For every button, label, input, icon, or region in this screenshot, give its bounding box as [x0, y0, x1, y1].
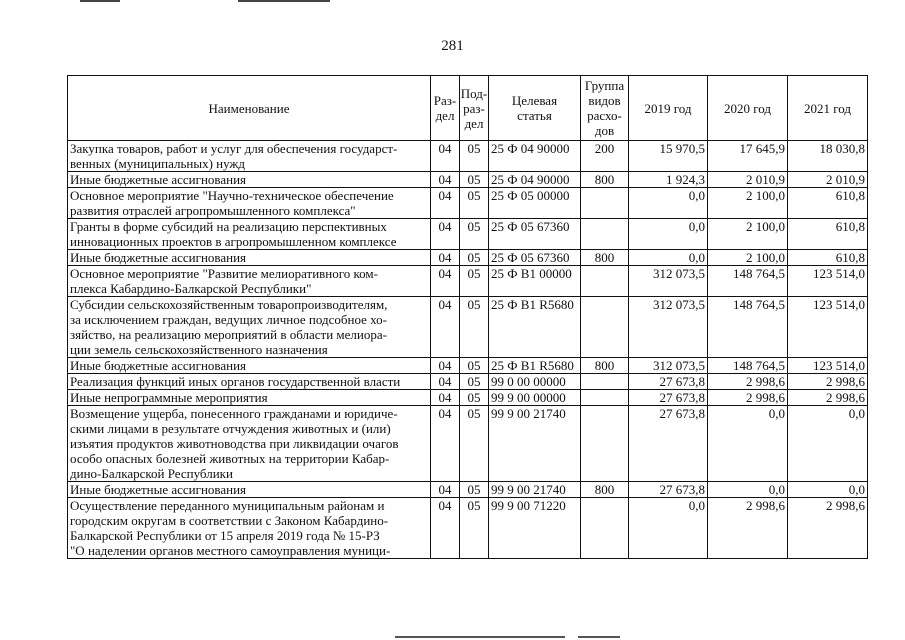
- cell-2020: [708, 390, 788, 406]
- cell-subsection: [460, 266, 489, 297]
- cell-2021-text: 2 998,6: [826, 498, 865, 513]
- cell-2021-text: 610,8: [835, 188, 865, 203]
- cell-target-text: 25 Ф 04 90000: [491, 141, 570, 156]
- cell-section-text: 04: [438, 266, 452, 281]
- cell-2019: [629, 406, 708, 482]
- cell-target: [489, 374, 581, 390]
- cell-2020-text: 148 764,5: [733, 266, 785, 281]
- cell-name-text: Иные бюджетные ассигнования: [70, 358, 247, 373]
- cell-target: [489, 250, 581, 266]
- cell-target-text: 99 9 00 21740: [491, 406, 566, 421]
- cell-name: [68, 250, 431, 266]
- cell-section: [431, 406, 460, 482]
- cell-name-text: Реализация функций иных органов государственной власти: [70, 374, 401, 389]
- cell-2019: [629, 219, 708, 250]
- cell-2019-text: 1 924,3: [666, 172, 705, 187]
- cell-2020: [708, 141, 788, 172]
- cell-2019-text: 312 073,5: [653, 297, 705, 312]
- cell-section: [431, 498, 460, 559]
- cell-target-text: 25 Ф В1 00000: [491, 266, 572, 281]
- cell-name: [68, 188, 431, 219]
- cell-name: [68, 219, 431, 250]
- cell-2019: [629, 498, 708, 559]
- header-2021-text: 2021 год: [804, 100, 851, 116]
- cell-name: [68, 266, 431, 297]
- cell-group-text: 800: [594, 172, 615, 187]
- cell-2019: [629, 358, 708, 374]
- cell-target: [489, 141, 581, 172]
- cell-2020-text: 2 010,9: [746, 172, 785, 187]
- cell-2019: [629, 141, 708, 172]
- cell-2019-text: 27 673,8: [659, 482, 705, 497]
- header-section: [431, 76, 460, 141]
- cell-2021: [788, 219, 868, 250]
- cell-section-text: 04: [438, 188, 452, 203]
- cell-subsection: [460, 188, 489, 219]
- cell-2019-text: 0,0: [688, 498, 705, 513]
- cell-subsection-text: 05: [467, 250, 481, 265]
- cell-target-text: 25 Ф В1 R5680: [491, 358, 574, 373]
- cell-2019: [629, 482, 708, 498]
- cell-2019: [629, 172, 708, 188]
- cell-2021-text: 0,0: [848, 406, 865, 421]
- cell-group: [581, 266, 629, 297]
- cell-group: [581, 141, 629, 172]
- cell-2020-text: 2 100,0: [746, 219, 785, 234]
- cell-target-text: 99 9 00 00000: [491, 390, 566, 405]
- table-row: [68, 297, 868, 358]
- cell-name: [68, 297, 431, 358]
- cell-section-text: 04: [438, 374, 452, 389]
- cell-2021-text: 2 998,6: [826, 390, 865, 405]
- table-row: [68, 141, 868, 172]
- cell-2020: [708, 172, 788, 188]
- cell-2021-text: 123 514,0: [813, 297, 865, 312]
- cell-name-text: Осуществление переданного муниципальным районам и городским округам в соответствии с Законом Кабардино- Балкарской Республики от 15 апреля 2019 года № 15-РЗ "О наделении органов местного самоуправления муници-: [70, 498, 391, 558]
- cell-target-text: 99 9 00 21740: [491, 482, 566, 497]
- cell-target: [489, 358, 581, 374]
- cell-name: [68, 374, 431, 390]
- cell-2020: [708, 374, 788, 390]
- cell-2020: [708, 188, 788, 219]
- cell-name-text: Возмещение ущерба, понесенного гражданами и юридиче- скими лицами в результате отчуждения животных и (или) изъятия продуктов животноводства при ликвидации очагов особо опасных болезней животных на территории Кабар- дино-Балкарской Республики: [70, 406, 399, 481]
- table-row: [68, 374, 868, 390]
- cell-2021-text: 0,0: [848, 482, 865, 497]
- cell-subsection-text: 05: [467, 390, 481, 405]
- cell-target-text: 25 Ф 05 67360: [491, 250, 570, 265]
- cell-2020-text: 2 998,6: [746, 498, 785, 513]
- cell-name-text: Основное мероприятие "Научно-техническое обеспечение развития отраслей агропромышленного комплекса": [70, 188, 394, 218]
- cell-target: [489, 482, 581, 498]
- table-row: [68, 390, 868, 406]
- cell-subsection: [460, 358, 489, 374]
- cell-group: [581, 390, 629, 406]
- cell-subsection-text: 05: [467, 358, 481, 373]
- header-name: [68, 76, 431, 141]
- cell-2019: [629, 390, 708, 406]
- header-subsection-text: Под- раз- дел: [460, 85, 488, 131]
- cell-2021-text: 2 010,9: [826, 172, 865, 187]
- cell-target: [489, 390, 581, 406]
- budget-table: [67, 75, 868, 559]
- table-row: [68, 406, 868, 482]
- cell-2020-text: 2 998,6: [746, 390, 785, 405]
- cell-section-text: 04: [438, 482, 452, 497]
- cell-subsection-text: 05: [467, 498, 481, 513]
- cell-subsection: [460, 390, 489, 406]
- cell-group: [581, 297, 629, 358]
- cell-2021-text: 610,8: [835, 250, 865, 265]
- cell-2019: [629, 188, 708, 219]
- cell-subsection-text: 05: [467, 297, 481, 312]
- cell-section: [431, 188, 460, 219]
- cell-section: [431, 219, 460, 250]
- cell-name-text: Закупка товаров, работ и услуг для обеспечения государст- венных (муниципальных) нужд: [70, 141, 398, 171]
- header-group: [581, 76, 629, 141]
- cell-target: [489, 406, 581, 482]
- cell-subsection: [460, 406, 489, 482]
- cell-group-text: 200: [594, 141, 615, 156]
- cell-subsection: [460, 172, 489, 188]
- cell-2020-text: 17 645,9: [739, 141, 785, 156]
- cell-subsection: [460, 250, 489, 266]
- cell-section-text: 04: [438, 250, 452, 265]
- cell-section-text: 04: [438, 406, 452, 421]
- cell-2019-text: 0,0: [688, 188, 705, 203]
- cell-2020: [708, 358, 788, 374]
- cell-2019: [629, 266, 708, 297]
- cell-name: [68, 390, 431, 406]
- cell-target: [489, 219, 581, 250]
- scan-artifact-bottom-right: [578, 636, 620, 638]
- cell-2019-text: 312 073,5: [653, 266, 705, 281]
- cell-name-text: Иные бюджетные ассигнования: [70, 482, 247, 497]
- cell-name-text: Иные бюджетные ассигнования: [70, 250, 247, 265]
- cell-section-text: 04: [438, 498, 452, 513]
- scan-artifact-top-left: [80, 0, 120, 2]
- cell-subsection: [460, 498, 489, 559]
- table-row: [68, 188, 868, 219]
- header-section-text: Раз- дел: [433, 93, 457, 123]
- cell-2020: [708, 297, 788, 358]
- cell-subsection-text: 05: [467, 188, 481, 203]
- cell-2021: [788, 188, 868, 219]
- table-header: [68, 76, 868, 141]
- cell-target-text: 99 9 00 71220: [491, 498, 566, 513]
- cell-name: [68, 141, 431, 172]
- cell-2020-text: 2 998,6: [746, 374, 785, 389]
- cell-target-text: 25 Ф В1 R5680: [491, 297, 574, 312]
- cell-subsection: [460, 297, 489, 358]
- cell-group-text: 800: [594, 358, 615, 373]
- cell-2020: [708, 219, 788, 250]
- header-2019-text: 2019 год: [644, 100, 692, 116]
- cell-2021-text: 123 514,0: [813, 358, 865, 373]
- table-row: [68, 266, 868, 297]
- cell-2021: [788, 358, 868, 374]
- cell-2020: [708, 482, 788, 498]
- cell-2021: [788, 390, 868, 406]
- cell-section: [431, 390, 460, 406]
- cell-section: [431, 266, 460, 297]
- cell-target: [489, 498, 581, 559]
- cell-2021: [788, 141, 868, 172]
- cell-section: [431, 374, 460, 390]
- cell-2021: [788, 374, 868, 390]
- cell-2021-text: 123 514,0: [813, 266, 865, 281]
- page-number: 281: [441, 38, 464, 54]
- cell-section: [431, 482, 460, 498]
- cell-section: [431, 141, 460, 172]
- cell-subsection: [460, 482, 489, 498]
- cell-2021-text: 610,8: [835, 219, 865, 234]
- cell-2020-text: 148 764,5: [733, 297, 785, 312]
- cell-subsection-text: 05: [467, 266, 481, 281]
- table-body: [68, 141, 868, 559]
- cell-2019-text: 0,0: [688, 219, 705, 234]
- cell-target-text: 99 0 00 00000: [491, 374, 566, 389]
- cell-target: [489, 172, 581, 188]
- cell-section-text: 04: [438, 219, 452, 234]
- cell-2020-text: 0,0: [768, 482, 785, 497]
- cell-section-text: 04: [438, 141, 452, 156]
- cell-2019-text: 27 673,8: [659, 374, 705, 389]
- header-name-text: Наименование: [208, 100, 290, 116]
- cell-subsection-text: 05: [467, 482, 481, 497]
- cell-group: [581, 406, 629, 482]
- cell-name-text: Иные непрограммные мероприятия: [70, 390, 268, 405]
- cell-section-text: 04: [438, 172, 452, 187]
- cell-name: [68, 406, 431, 482]
- cell-subsection-text: 05: [467, 172, 481, 187]
- cell-2019: [629, 297, 708, 358]
- cell-2021-text: 2 998,6: [826, 374, 865, 389]
- cell-2020: [708, 250, 788, 266]
- cell-target-text: 25 Ф 05 00000: [491, 188, 570, 203]
- cell-section: [431, 358, 460, 374]
- header-group-text: Группа видов расхо- дов: [584, 78, 625, 138]
- cell-section-text: 04: [438, 358, 452, 373]
- cell-2020-text: 148 764,5: [733, 358, 785, 373]
- cell-subsection-text: 05: [467, 219, 481, 234]
- cell-2020: [708, 406, 788, 482]
- header-target-text: Целевая статья: [511, 93, 558, 123]
- cell-2021: [788, 406, 868, 482]
- cell-2019-text: 27 673,8: [659, 406, 705, 421]
- header-subsection: [460, 76, 489, 141]
- table-row: [68, 498, 868, 559]
- cell-group: [581, 374, 629, 390]
- table-row: [68, 172, 868, 188]
- cell-2021: [788, 250, 868, 266]
- cell-2021: [788, 297, 868, 358]
- table-row: [68, 250, 868, 266]
- cell-name-text: Иные бюджетные ассигнования: [70, 172, 247, 187]
- cell-section-text: 04: [438, 297, 452, 312]
- cell-name-text: Основное мероприятие "Развитие мелиоративного ком- плекса Кабардино-Балкарской Республики": [70, 266, 378, 296]
- cell-2020-text: 0,0: [768, 406, 785, 421]
- scan-artifact-top-center: [238, 0, 330, 2]
- cell-2019: [629, 374, 708, 390]
- cell-target-text: 25 Ф 05 67360: [491, 219, 570, 234]
- cell-section: [431, 172, 460, 188]
- header-2020: [708, 76, 788, 141]
- cell-name: [68, 172, 431, 188]
- cell-name: [68, 482, 431, 498]
- cell-name: [68, 358, 431, 374]
- cell-2020: [708, 498, 788, 559]
- cell-2021: [788, 498, 868, 559]
- cell-2019-text: 15 970,5: [659, 141, 705, 156]
- cell-group: [581, 172, 629, 188]
- cell-subsection-text: 05: [467, 374, 481, 389]
- cell-2020-text: 2 100,0: [746, 188, 785, 203]
- cell-section: [431, 297, 460, 358]
- cell-2021: [788, 482, 868, 498]
- cell-group-text: 800: [594, 250, 615, 265]
- cell-2020: [708, 266, 788, 297]
- cell-2021: [788, 266, 868, 297]
- cell-subsection-text: 05: [467, 141, 481, 156]
- cell-2019-text: 312 073,5: [653, 358, 705, 373]
- cell-target-text: 25 Ф 04 90000: [491, 172, 570, 187]
- cell-group-text: 800: [594, 482, 615, 497]
- cell-target: [489, 188, 581, 219]
- cell-subsection-text: 05: [467, 406, 481, 421]
- cell-2021-text: 18 030,8: [819, 141, 865, 156]
- cell-target: [489, 297, 581, 358]
- cell-group: [581, 358, 629, 374]
- header-2019: [629, 76, 708, 141]
- table-row: [68, 482, 868, 498]
- header-2021: [788, 76, 868, 141]
- cell-subsection: [460, 141, 489, 172]
- cell-name-text: Субсидии сельскохозяйственным товаропроизводителям, за исключением граждан, ведущих личное подсобное хо- зяйство, на реализацию мероприятий в области мелиора- ции земель сельскохозяйственного назначения: [70, 297, 388, 357]
- cell-2019: [629, 250, 708, 266]
- cell-2020-text: 2 100,0: [746, 250, 785, 265]
- cell-2019-text: 27 673,8: [659, 390, 705, 405]
- cell-group: [581, 250, 629, 266]
- header-2020-text: 2020 год: [724, 100, 771, 116]
- table-row: [68, 358, 868, 374]
- cell-group: [581, 219, 629, 250]
- cell-name: [68, 498, 431, 559]
- cell-section-text: 04: [438, 390, 452, 405]
- cell-group: [581, 188, 629, 219]
- cell-name-text: Гранты в форме субсидий на реализацию перспективных инновационных проектов в агропромышленном комплексе: [70, 219, 397, 249]
- cell-subsection: [460, 374, 489, 390]
- scan-artifact-bottom-center: [395, 636, 565, 638]
- cell-group: [581, 498, 629, 559]
- cell-section: [431, 250, 460, 266]
- cell-subsection: [460, 219, 489, 250]
- table-row: [68, 219, 868, 250]
- cell-2019-text: 0,0: [688, 250, 705, 265]
- cell-2021: [788, 172, 868, 188]
- header-target: [489, 76, 581, 141]
- cell-target: [489, 266, 581, 297]
- cell-group: [581, 482, 629, 498]
